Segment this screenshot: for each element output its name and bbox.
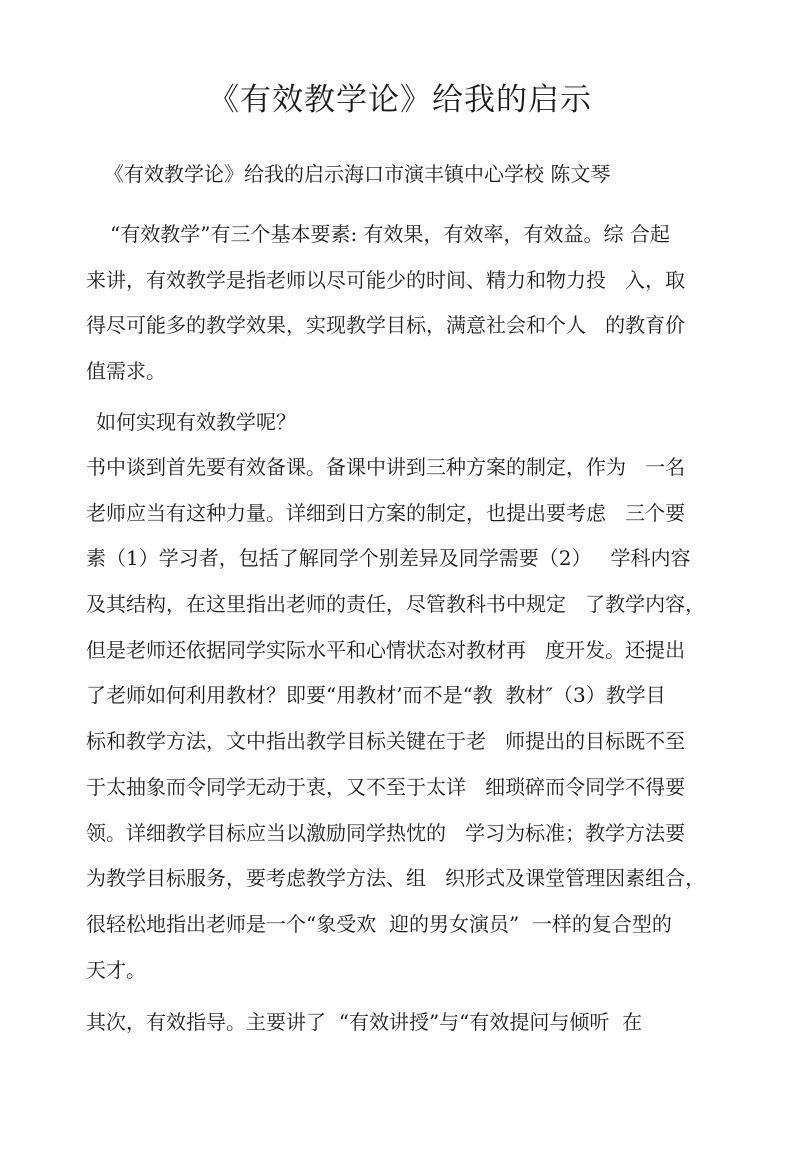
paragraph-line: 领。详细教学目标应当以激励同学热忱的 学习为标准；教学方法要 xyxy=(86,820,686,845)
document-title: 《有效教学论》给我的启示 xyxy=(208,82,592,118)
paragraph-line: 如何实现有效教学呢？ xyxy=(96,410,296,434)
paragraph-line: 来讲，有效教学是指老师以尽可能少的时间、精力和物力投 入，取 xyxy=(86,267,686,292)
paragraph-line: 标和教学方法，文中指出教学目标关键在于老 师提出的目标既不至 xyxy=(86,729,686,754)
paragraph-line: 但是老师还依据同学实际水平和心情状态对教材再 度开发。还提出 xyxy=(86,637,686,662)
paragraph-line: 其次，有效指导。主要讲了 “有效讲授”与“有效提问与倾听 在 xyxy=(86,1010,643,1034)
document-subtitle: 《有效教学论》给我的启示海口市演丰镇中心学校 陈文琴 xyxy=(104,162,611,186)
paragraph-line: 值需求。 xyxy=(86,359,166,384)
paragraph-line: 得尽可能多的教学效果，实现教学目标，满意社会和个人 的教育价 xyxy=(86,313,686,338)
paragraph-line: 了老师如何利用教材？即要“用教材’而不是“教 教材″（3）教学目 xyxy=(86,683,666,708)
paragraph-line: 及其结构，在这里指出老师的责任，尽管教科书中规定 了教学内容， xyxy=(86,592,706,617)
paragraph-line: “有效教学”有三个基本要素: 有效果，有效率，有效益。综 合起 xyxy=(110,222,670,246)
paragraph-2 xyxy=(86,400,726,446)
paragraph-line: 天才。 xyxy=(86,957,146,982)
paragraph-line: 书中谈到首先要有效备课。备课中讲到三种方案的制定，作为 一名 xyxy=(86,455,686,479)
paragraph-line: 素（1）学习者，包括了解同学个别差异及同学需要（2） 学科内容 xyxy=(86,546,691,571)
paragraph-line: 于太抽象而令同学无动于衷，又不至于太详 细琐碎而令同学不得要 xyxy=(86,774,686,799)
paragraph-3 xyxy=(86,445,726,993)
paragraph-4 xyxy=(86,1000,726,1046)
paragraph-1 xyxy=(86,212,726,395)
paragraph-line: 老师应当有这种力量。详细到日方案的制定，也提出要考虑 三个要 xyxy=(86,500,686,525)
paragraph-line: 为教学目标服务，要考虑教学方法、组 织形式及课堂管理因素组合， xyxy=(86,866,706,891)
paragraph-line: 很轻松地指出老师是一个“象受欢 迎的男女演员” 一样的复合型的 xyxy=(86,911,672,936)
